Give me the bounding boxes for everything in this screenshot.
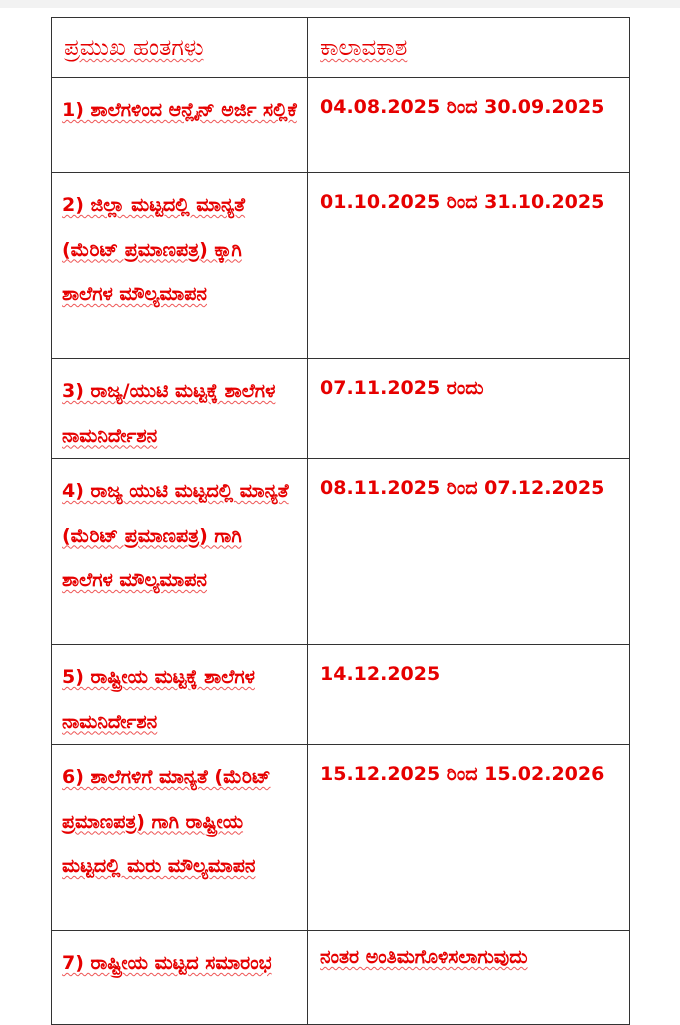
step-cell [52,359,308,459]
period-text: 01.10.2025 ರಿಂದ 31.10.2025 [320,191,605,213]
period-text: 08.11.2025 ರಿಂದ 07.12.2025 [320,477,605,499]
period-cell [308,931,630,1025]
table-row [52,78,630,173]
table-row [52,745,630,931]
step-cell [52,173,308,359]
step-cell [52,645,308,745]
step-cell [52,931,308,1025]
step-text: 5) ರಾಷ್ಟ್ರೀಯ ಮಟ್ಟಕ್ಕೆ ಶಾಲೆಗಳ ನಾಮನಿರ್ದೇಶನ [62,666,255,733]
header-period-text: ಕಾಲಾವಕಾಶ [320,35,408,61]
step-text: 2) ಜಿಲ್ಲಾ ಮಟ್ಟದಲ್ಲಿ ಮಾನ್ಯತೆ (ಮೆರಿಟ್ ಪ್ರಮಾಣಪತ್ರ) ಕ್ಕಾಗಿ ಶಾಲೆಗಳ ಮೌಲ್ಯಮಾಪನ [62,194,246,305]
step-text: 3) ರಾಜ್ಯ/ಯುಟಿ ಮಟ್ಟಕ್ಕೆ ಶಾಲೆಗಳ ನಾಮನಿರ್ದೇಶನ [62,380,276,447]
table-row [52,645,630,745]
step-cell [52,78,308,173]
period-cell [308,78,630,173]
period-cell [308,359,630,459]
step-cell [52,745,308,931]
step-text: 4) ರಾಜ್ಯ ಯುಟಿ ಮಟ್ಟದಲ್ಲಿ ಮಾನ್ಯತೆ (ಮೆರಿಟ್ ಪ್ರಮಾಣಪತ್ರ) ಗಾಗಿ ಶಾಲೆಗಳ ಮೌಲ್ಯಮಾಪನ [62,480,289,591]
table-row [52,359,630,459]
step-text: 1) ಶಾಲೆಗಳಿಂದ ಆನ್ಲೈನ್ ಅರ್ಜಿ ಸಲ್ಲಿಕೆ [62,99,297,121]
period-cell [308,459,630,645]
header-steps-text: ಪ್ರಮುಖ ಹಂತಗಳು [64,35,204,61]
step-text: 7) ರಾಷ್ಟ್ರೀಯ ಮಟ್ಟದ ಸಮಾರಂಭ [62,952,272,974]
table-header-row [52,18,630,78]
table-row [52,931,630,1025]
step-cell [52,459,308,645]
period-cell [308,173,630,359]
step-text: 6) ಶಾಲೆಗಳಿಗೆ ಮಾನ್ಯತೆ (ಮೆರಿಟ್ ಪ್ರಮಾಣಪತ್ರ) ಗಾಗಿ ರಾಷ್ಟ್ರೀಯ ಮಟ್ಟದಲ್ಲಿ ಮರು ಮೌಲ್ಯಮಾಪನ [62,766,271,877]
page-top-band [0,0,680,8]
period-cell [308,745,630,931]
schedule-table [51,17,630,1025]
period-text: 04.08.2025 ರಿಂದ 30.09.2025 [320,96,605,118]
period-text: 14.12.2025 [320,663,441,685]
table-row [52,173,630,359]
header-cell-steps [52,18,308,78]
period-text: 15.12.2025 ರಿಂದ 15.02.2026 [320,763,605,785]
table-row [52,459,630,645]
period-cell [308,645,630,745]
period-text: 07.11.2025 ರಂದು [320,377,484,399]
period-text: ನಂತರ ಅಂತಿಮಗೊಳಿಸಲಾಗುವುದು [320,946,528,968]
header-cell-period [308,18,630,78]
